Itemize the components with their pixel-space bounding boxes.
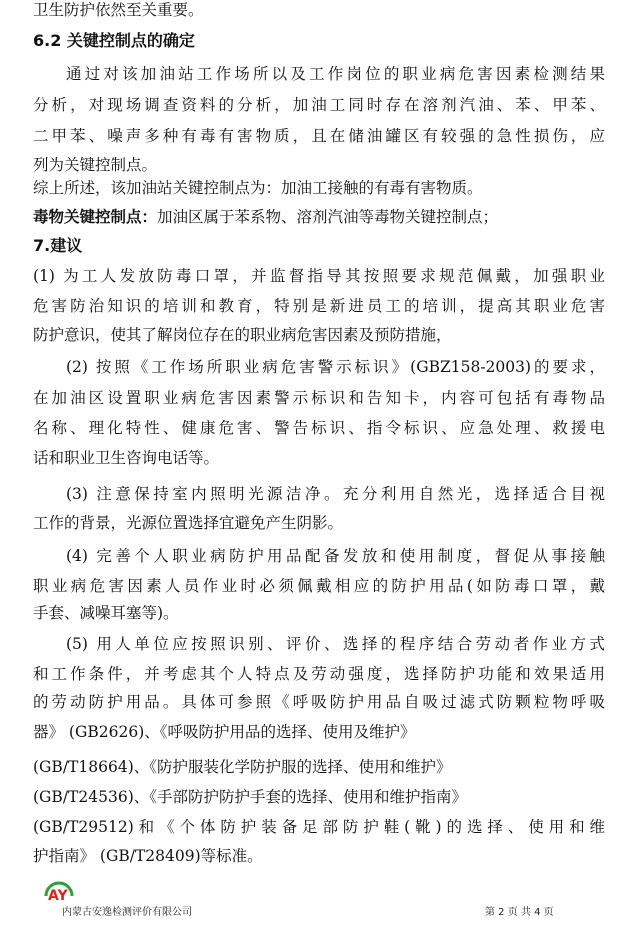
suggestion-4-line: 职业病危害因素人员作业时必须佩戴相应的防护用品(如防毒口罩，戴 [33,577,605,595]
company-logo [42,876,76,906]
suggestion-5-line: 和工作条件，并考虑其个人特点及劳动强度，选择防护功能和效果适用 [33,665,605,683]
suggestion-1-line: 防护意识，使其了解岗位存在的职业病危害因素及预防措施， [33,326,452,344]
suggestion-5-line: (GB/T18664)、《防护服装化学防护服的选择、使用和维护》 [33,758,452,776]
suggestion-4-line: (4) 完善个人职业病防护用品配备发放和使用制度，督促从事接触 [66,547,605,565]
suggestion-3-line: 工作的背景，光源位置选择宜避免产生阴影。 [33,514,344,532]
footer-company-name: 内蒙古安逸检测评价有限公司 [62,907,192,918]
section-6-2-para-line: 二甲苯、噪声多种有毒有害物质，且在储油罐区有较强的急性损伤，应 [33,127,605,145]
footer-page-number: 第 2 页 共 4 页 [485,907,554,918]
suggestion-2-line: 话和职业卫生咨询电话等。 [33,449,220,467]
suggestion-5-line: 护指南》 (GB/T28409)等标准。 [33,847,263,865]
toxic-control-point [33,207,605,227]
suggestion-5-line: 器》 (GB2626)、《呼吸防护用品的选择、使用及维护》 [33,723,416,741]
suggestion-1-line: 危害防治知识的培训和教育，特别是新进员工的培训，提高其职业危害 [33,297,605,315]
suggestion-2-line: 名称、理化特性、健康危害、警告标识、指令标识、应急处理、救援电 [33,419,605,437]
suggestion-4-line: 手套、减噪耳塞等)。 [33,604,179,622]
summary-line: 综上所述，该加油站关键控制点为：加油工接触的有毒有害物质。 [33,179,483,197]
suggestion-2-line: 在加油区设置职业病危害因素警示标识和告知卡，内容可包括有毒物品 [33,389,605,407]
toxic-control-text: 加油区属于苯系物、溶剂汽油等毒物关键控制点； [157,208,499,226]
toxic-control-label: 毒物关键控制点： [33,208,158,226]
section-6-2-para-line: 通过对该加油站工作场所以及工作岗位的职业病危害因素检测结果 [66,65,605,83]
section-6-2-heading: 6.2 关键控制点的确定 [33,31,195,50]
suggestion-2-line: (2) 按照《工作场所职业病危害警示标识》(GBZ158-2003)的要求， [66,358,605,376]
suggestion-5-line: (5) 用人单位应按照识别、评价、选择的程序结合劳动者作业方式 [66,635,605,653]
suggestion-5-line: 的劳动防护用品。具体可参照《呼吸防护用品自吸过滤式防颗粒物呼吸 [33,693,605,711]
suggestion-1-line: (1) 为工人发放防毒口罩，并监督指导其按照要求规范佩戴，加强职业 [33,267,605,285]
section-7-heading: 7.建议 [33,236,83,255]
suggestion-5-line: (GB/T29512)和《个体防护装备足部防护鞋(靴)的选择、使用和维 [33,818,605,836]
suggestion-3-line: (3) 注意保持室内照明光源洁净。充分利用自然光，选择适合目视 [66,485,605,503]
section-6-2-para-line: 分析，对现场调查资料的分析，加油工同时存在溶剂汽油、苯、甲苯、 [33,96,605,114]
top-line: 卫生防护依然至关重要。 [33,1,204,19]
suggestion-5-line: (GB/T24536)、《手部防护防护手套的选择、使用和维护指南》 [33,788,467,806]
section-6-2-para-line: 列为关键控制点。 [33,156,158,174]
logo-letters: AY [48,888,68,904]
